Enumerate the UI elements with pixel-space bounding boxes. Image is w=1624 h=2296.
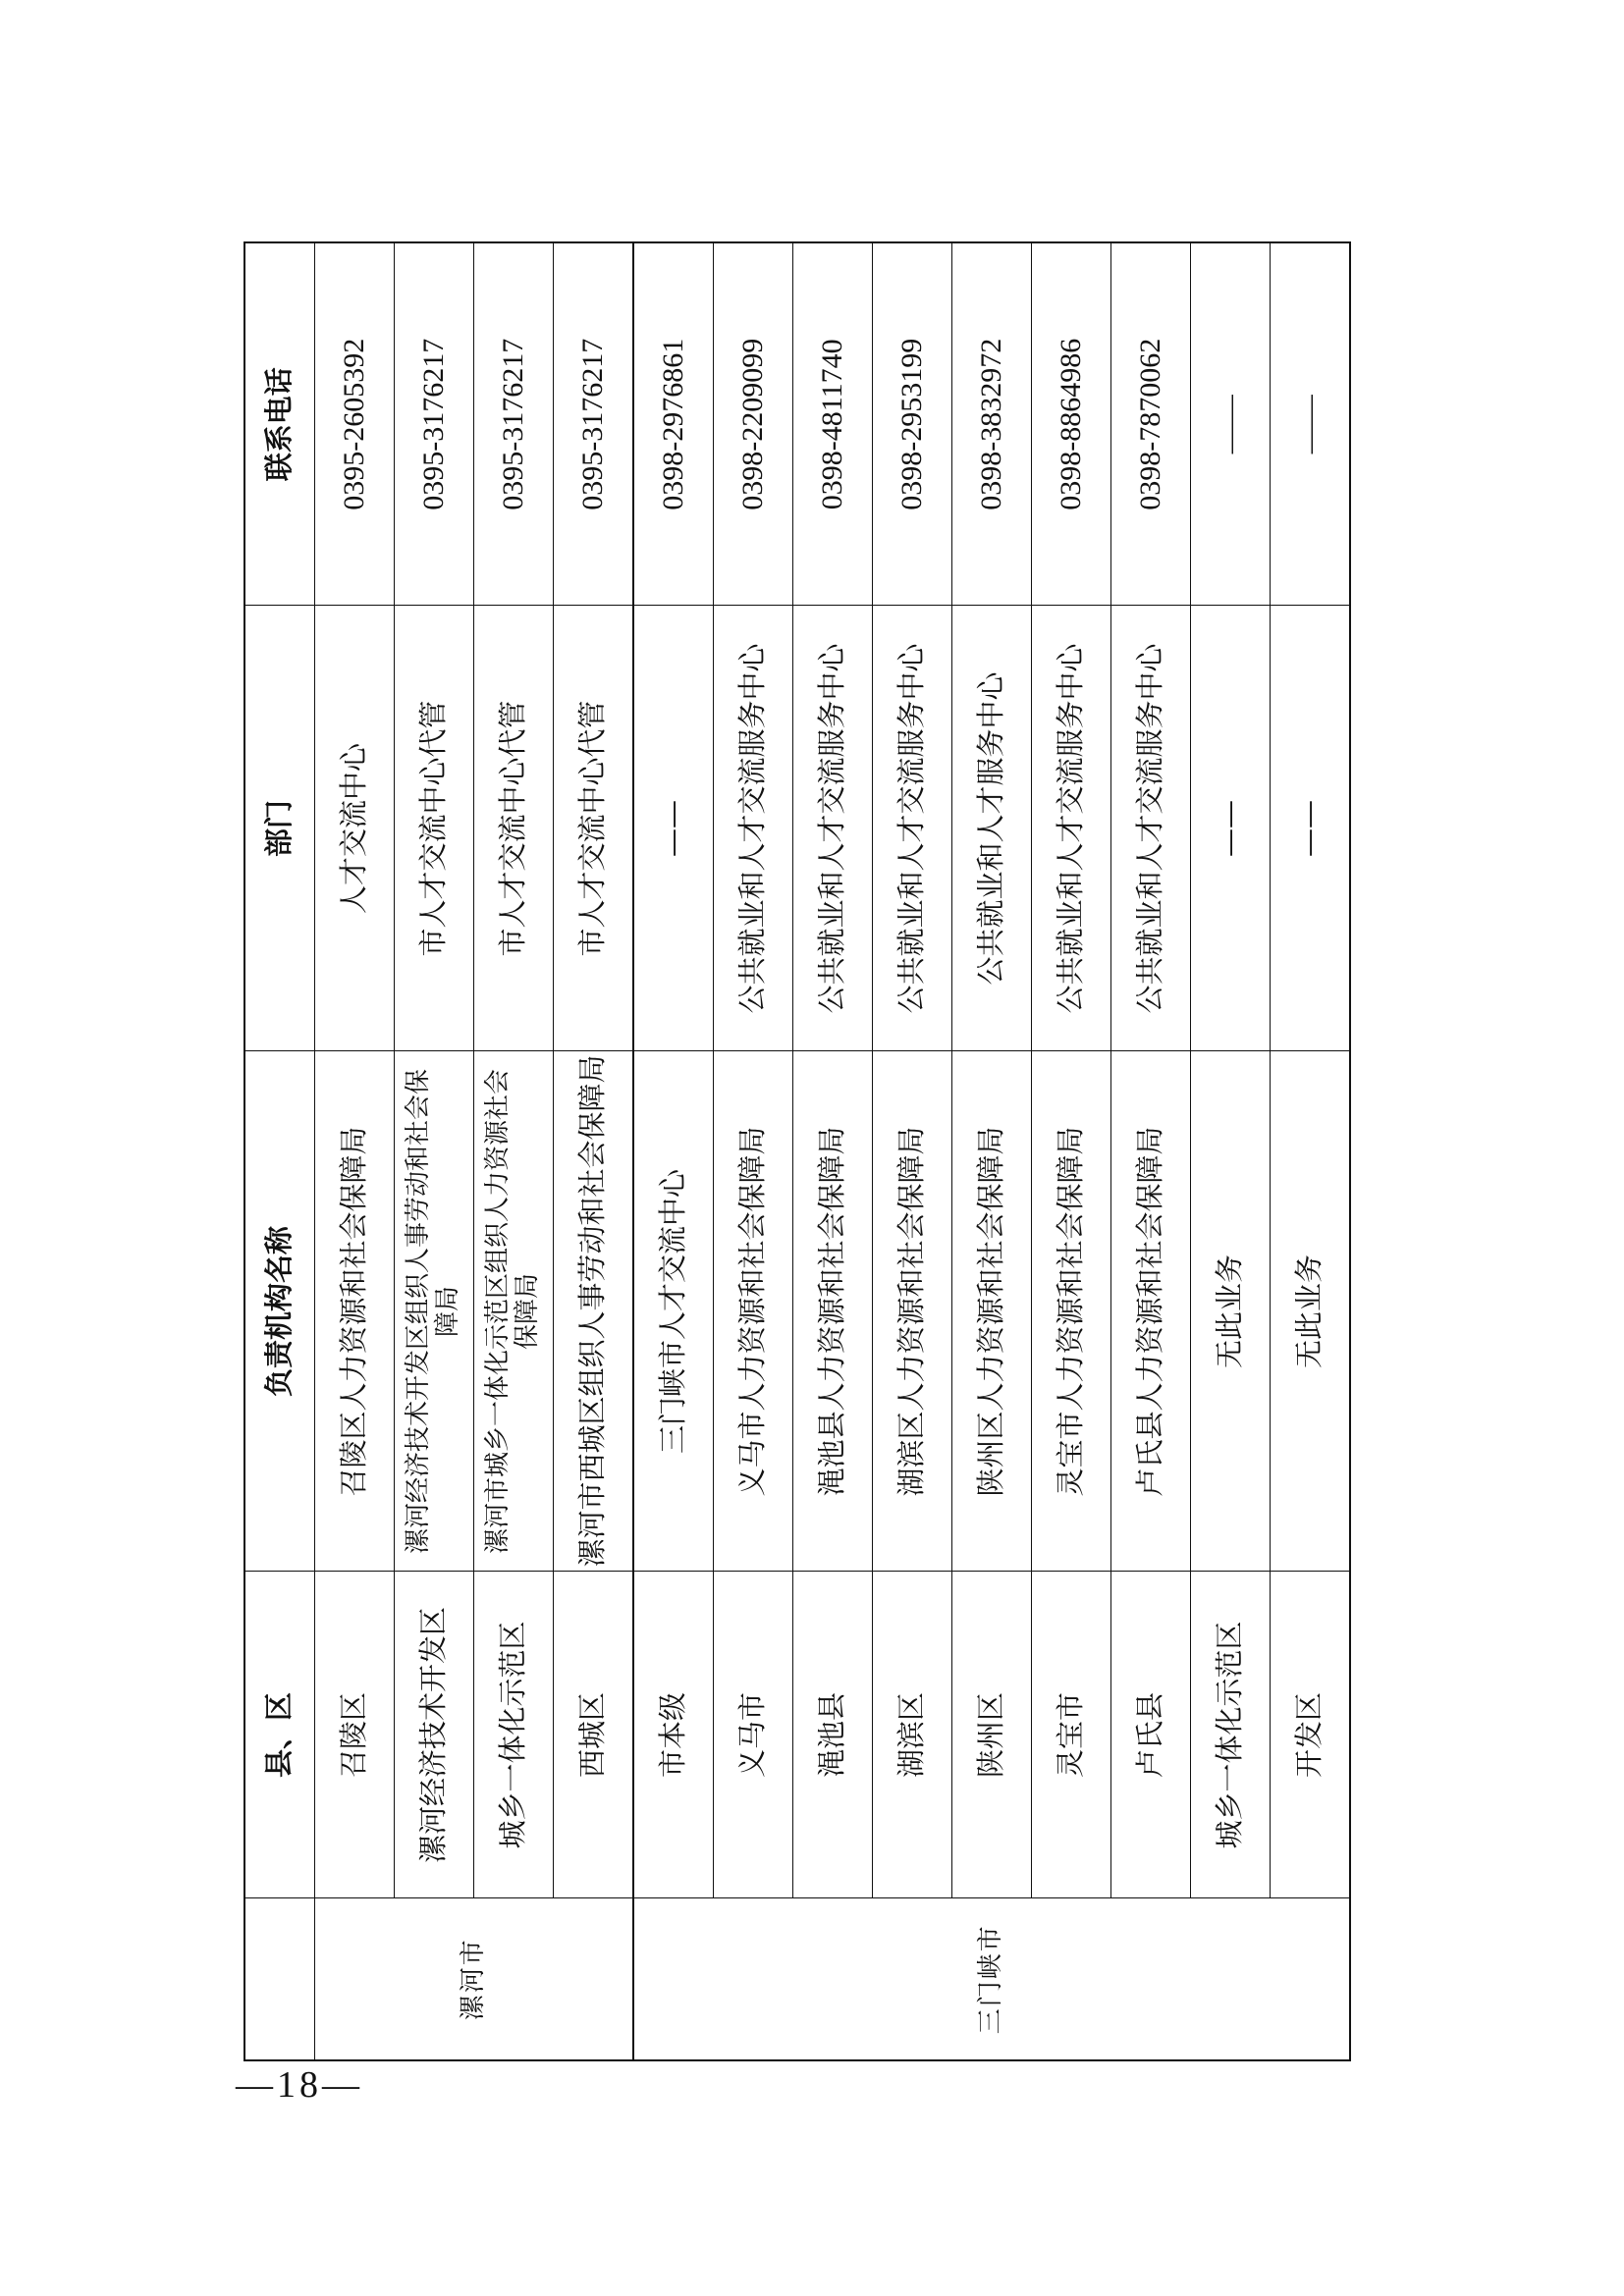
header-phone [244,242,315,606]
header-department-label: 部门 [262,800,297,858]
county-cell [873,1572,952,1898]
phone-cell [395,242,474,606]
department-cell [873,606,952,1051]
phone-cell [1271,242,1351,606]
department-cell [315,606,395,1051]
header-county-label: 县、区 [262,1692,297,1779]
agency-cell [1191,1051,1271,1572]
agency-contact-table [244,241,1351,2061]
county-name: 义马市 [735,1692,770,1779]
phone-number: 0395-2605392 [337,338,370,510]
table-row [633,242,714,2060]
phone-number: 0398-2953199 [894,338,928,510]
county-name: 城乡一体化示范区 [496,1621,530,1849]
phone-cell [1032,242,1111,606]
phone-cell [714,242,793,606]
table-row [1271,242,1351,2060]
county-name: 灵宝市 [1054,1692,1088,1779]
agency-name: 灵宝市人力资源和社会保障局 [1054,1126,1088,1497]
county-name: 陕州区 [974,1692,1008,1779]
agency-cell [633,1051,714,1572]
header-agency-label: 负责机构名称 [262,1226,297,1398]
header-agency [244,1051,315,1572]
county-cell [554,1572,634,1898]
phone-number: —— [1292,395,1326,454]
phone-number: 0398-4811740 [815,339,848,510]
agency-name: 义马市人力资源和社会保障局 [735,1126,770,1497]
department-name: 市人才交流中心代管 [496,700,530,957]
city-cell [315,1898,634,2060]
department-name: 公共就业和人才交流服务中心 [735,643,770,1014]
agency-cell [714,1051,793,1572]
county-name: 召陵区 [337,1692,371,1779]
table-row [952,242,1032,2060]
department-cell [474,606,554,1051]
county-name: 城乡一体化示范区 [1213,1621,1247,1849]
header-phone-label: 联系电话 [262,367,297,482]
phone-number: 0398-8864986 [1054,338,1087,510]
table-row [554,242,634,2060]
department-cell [395,606,474,1051]
department-cell [1111,606,1191,1051]
county-cell [315,1572,395,1898]
department-cell [1271,606,1351,1051]
county-cell [1111,1572,1191,1898]
agency-cell [873,1051,952,1572]
department-name: 市人才交流中心代管 [416,700,451,957]
department-cell [1191,606,1271,1051]
rotated-table-frame [244,243,1333,2061]
agency-cell [1111,1051,1191,1572]
department-name: 人才交流中心 [337,743,371,915]
phone-number: 0398-2976861 [656,338,689,510]
department-name: 公共就业和人才交流服务中心 [894,643,929,1014]
agency-cell [474,1051,554,1572]
department-name: 公共就业和人才服务中心 [974,671,1008,986]
county-name: 漯河经济技术开发区 [416,1607,451,1864]
department-cell [714,606,793,1051]
phone-cell [1191,242,1271,606]
department-name: —— [1292,800,1326,857]
county-name: 卢氏县 [1133,1692,1167,1779]
department-cell [793,606,873,1051]
county-cell [633,1572,714,1898]
header-county [244,1572,315,1898]
department-name: 市人才交流中心代管 [575,700,610,957]
phone-cell [554,242,634,606]
county-name: 湖滨区 [894,1692,929,1779]
city-cell [633,1898,1350,2060]
county-cell [395,1572,474,1898]
agency-name: 漯河经济技术开发区组织人事劳动和社会保障局 [404,1069,462,1555]
table-row [873,242,952,2060]
page-number: —18— [236,2064,363,2106]
department-name: 公共就业和人才交流服务中心 [1054,643,1088,1014]
table-row [1191,242,1271,2060]
agency-name: 三门峡市人才交流中心 [656,1169,690,1455]
county-cell [952,1572,1032,1898]
agency-cell [793,1051,873,1572]
department-name: —— [656,800,690,857]
phone-cell [633,242,714,606]
department-name: 公共就业和人才交流服务中心 [815,643,849,1014]
county-cell [714,1572,793,1898]
table-row [395,242,474,2060]
county-cell [1271,1572,1351,1898]
agency-cell [952,1051,1032,1572]
agency-cell [1271,1051,1351,1572]
phone-cell [315,242,395,606]
county-cell [1032,1572,1111,1898]
phone-cell [474,242,554,606]
city-name: 三门峡市 [976,1924,1006,2035]
table-row [1111,242,1191,2060]
table-row [1032,242,1111,2060]
table-header-row [244,242,315,2060]
phone-number: 0395-3176217 [575,338,609,510]
agency-cell [554,1051,634,1572]
agency-name: 无此业务 [1213,1255,1247,1369]
county-cell [1191,1572,1271,1898]
table-row [474,242,554,2060]
county-name: 渑池县 [815,1692,849,1779]
agency-cell [395,1051,474,1572]
phone-number: 0398-7870062 [1133,338,1166,510]
table-row [793,242,873,2060]
table-row [315,242,395,2060]
county-name: 市本级 [656,1692,690,1779]
county-cell [793,1572,873,1898]
department-cell [1032,606,1111,1051]
phone-cell [952,242,1032,606]
county-name: 开发区 [1292,1692,1326,1779]
phone-number: 0398-3832972 [974,338,1007,510]
county-cell [474,1572,554,1898]
agency-name: 卢氏县人力资源和社会保障局 [1133,1126,1167,1497]
agency-name: 湖滨区人力资源和社会保障局 [894,1126,929,1497]
department-cell [554,606,634,1051]
phone-number: 0395-3176217 [496,338,529,510]
table-row [714,242,793,2060]
phone-cell [873,242,952,606]
county-name: 西城区 [575,1692,610,1779]
phone-number: 0398-2209099 [735,338,769,510]
department-name: —— [1213,800,1247,857]
header-department [244,606,315,1051]
agency-name: 漯河市西城区组织人事劳动和社会保障局 [575,1054,610,1568]
agency-name: 漯河市城乡一体化示范区组织人力资源社会保障局 [483,1069,542,1555]
department-name: 公共就业和人才交流服务中心 [1133,643,1167,1014]
phone-number: —— [1213,395,1246,454]
city-name: 漯河市 [458,1938,488,2021]
department-cell [952,606,1032,1051]
agency-name: 渑池县人力资源和社会保障局 [815,1126,849,1497]
phone-cell [793,242,873,606]
agency-cell [315,1051,395,1572]
phone-cell [1111,242,1191,606]
header-city-blank [244,1898,315,2060]
agency-name: 召陵区人力资源和社会保障局 [337,1126,371,1497]
rotated-table-area [244,243,1333,2061]
department-cell [633,606,714,1051]
phone-number: 0395-3176217 [416,338,450,510]
agency-name: 陕州区人力资源和社会保障局 [974,1126,1008,1497]
agency-name: 无此业务 [1292,1255,1326,1369]
agency-cell [1032,1051,1111,1572]
